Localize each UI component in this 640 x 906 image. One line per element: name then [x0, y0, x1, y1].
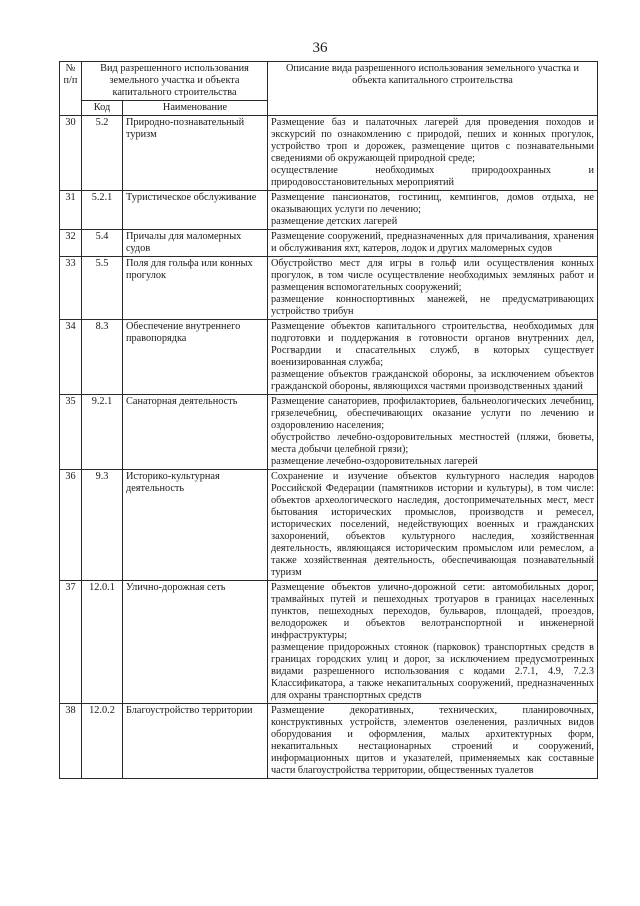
description-line: размещение детских лагерей [271, 216, 398, 227]
header-num: № п/п [60, 62, 82, 116]
row-description [268, 230, 598, 257]
row-num: 35 [60, 395, 82, 470]
row-name: Благоустройство территории [123, 704, 268, 779]
row-name: Санаторная деятельность [123, 395, 268, 470]
table-header-row [60, 62, 598, 101]
description-line: Размещение санаториев, профилакториев, бальнеологических лечебниц, грязелечебниц, обеспечивающих оказание услуги по лечению и оздоровлению населения; [271, 396, 594, 431]
header-group: Вид разрешенного использования земельного участка и объекта капитального строительства [82, 62, 268, 101]
row-code: 5.2.1 [82, 191, 123, 230]
description-line: размещение лечебно-оздоровительных лагерей [271, 456, 478, 467]
row-name: Туристическое обслуживание [123, 191, 268, 230]
row-code: 5.4 [82, 230, 123, 257]
description-line: Сохранение и изучение объектов культурного наследия народов Российской Федерации (памятников истории и культуры), в том числе: объектов археологического наследия, достопримечательных мест, мест бытования исторических промыслов, производств и ремесел, исторических поселений, недействующих военных и гражданских захоронений, объектов культурного наследия, хозяйственная деятельность, являющаяся историческим промыслом или ремеслом, а также хозяйственная деятельность, обеспечивающая познавательный туризм [271, 471, 594, 578]
row-name: Историко-культурная деятельность [123, 470, 268, 581]
row-num: 36 [60, 470, 82, 581]
description-line: Обустройство мест для игры в гольф или осуществления конных прогулок, в том числе осуществление необходимых земляных работ и размещения вспомогательных сооружений; [271, 258, 594, 293]
row-num: 34 [60, 320, 82, 395]
description-line: Размещение объектов капитального строительства, необходимых для подготовки и поддержания в готовности органов внутренних дел, Росгвардии и спасательных служб, в которых существует военизированная служба; [271, 321, 594, 368]
row-code: 5.2 [82, 116, 123, 191]
table-row [60, 257, 598, 320]
table-row [60, 395, 598, 470]
row-num: 30 [60, 116, 82, 191]
row-num: 33 [60, 257, 82, 320]
description-line: Размещение сооружений, предназначенных для причаливания, хранения и обслуживания яхт, катеров, лодок и других маломерных судов [271, 231, 594, 254]
row-code: 8.3 [82, 320, 123, 395]
description-line: размещение объектов гражданской обороны, за исключением объектов гражданской обороны, являющихся частями производственных зданий [271, 369, 594, 392]
description-line: Размещение пансионатов, гостиниц, кемпингов, домов отдыха, не оказывающих услуги по лечению; [271, 192, 594, 215]
table-row [60, 704, 598, 779]
row-description [268, 116, 598, 191]
description-line: Размещение объектов улично-дорожной сети: автомобильных дорог, трамвайных путей и пешеходных тротуаров в границах населенных пунктов, пешеходных переходов, бульваров, площадей, проездов, велодорожек и объектов велотранспортной и инженерной инфраструктуры; [271, 582, 594, 641]
table-row [60, 230, 598, 257]
row-code: 12.0.2 [82, 704, 123, 779]
row-code: 9.2.1 [82, 395, 123, 470]
row-description [268, 257, 598, 320]
table-row [60, 470, 598, 581]
table-row [60, 320, 598, 395]
row-description [268, 395, 598, 470]
row-num: 38 [60, 704, 82, 779]
description-line: Размещение баз и палаточных лагерей для проведения походов и экскурсий по ознакомлению с природой, пеших и конных прогулок, устройство троп и дорожек, размещение щитов с познавательными сведениями об окружающей природной среде; [271, 117, 594, 164]
row-num: 37 [60, 581, 82, 704]
row-description [268, 320, 598, 395]
row-description [268, 704, 598, 779]
description-line: размещение конноспортивных манежей, не предусматривающих устройство трибун [271, 294, 594, 317]
row-num: 32 [60, 230, 82, 257]
row-name: Улично-дорожная сеть [123, 581, 268, 704]
page-number: 36 [312, 40, 328, 56]
row-name: Причалы для маломерных судов [123, 230, 268, 257]
row-description [268, 581, 598, 704]
row-code: 5.5 [82, 257, 123, 320]
header-description: Описание вида разрешенного использования земельного участка и объекта капитального строительства [268, 62, 598, 116]
description-line: осуществление необходимых природоохранных и природовосстановительных мероприятий [271, 165, 594, 188]
table-row [60, 581, 598, 704]
land-use-table [59, 61, 598, 779]
row-name: Поля для гольфа или конных прогулок [123, 257, 268, 320]
row-name: Природно-познавательный туризм [123, 116, 268, 191]
row-description [268, 470, 598, 581]
description-line: обустройство лечебно-оздоровительных местностей (пляжи, бюветы, места добычи целебной грязи); [271, 432, 594, 455]
row-code: 9.3 [82, 470, 123, 581]
row-num: 31 [60, 191, 82, 230]
row-description [268, 191, 598, 230]
row-code: 12.0.1 [82, 581, 123, 704]
header-name: Наименование [123, 101, 268, 116]
table-row [60, 116, 598, 191]
description-line: Размещение декоративных, технических, планировочных, конструктивных устройств, элементов озеленения, различных видов оборудования и оформления, малых архитектурных форм, некапитальных нестационарных строений и сооружений, информационных щитов и указателей, применяемых как составные части благоустройства территории, общественных туалетов [271, 705, 594, 776]
description-line: размещение придорожных стоянок (парковок) транспортных средств в границах городских улиц и дорог, за исключением предусмотренных видами разрешенного использования с кодами 2.7.1, 4.9, 7.2.3 Классификатора, а также некапитальных сооружений, предназначенных для охраны транспортных средств [271, 642, 594, 701]
header-code: Код [82, 101, 123, 116]
row-name: Обеспечение внутреннего правопорядка [123, 320, 268, 395]
table-row [60, 191, 598, 230]
table-body [60, 116, 598, 779]
